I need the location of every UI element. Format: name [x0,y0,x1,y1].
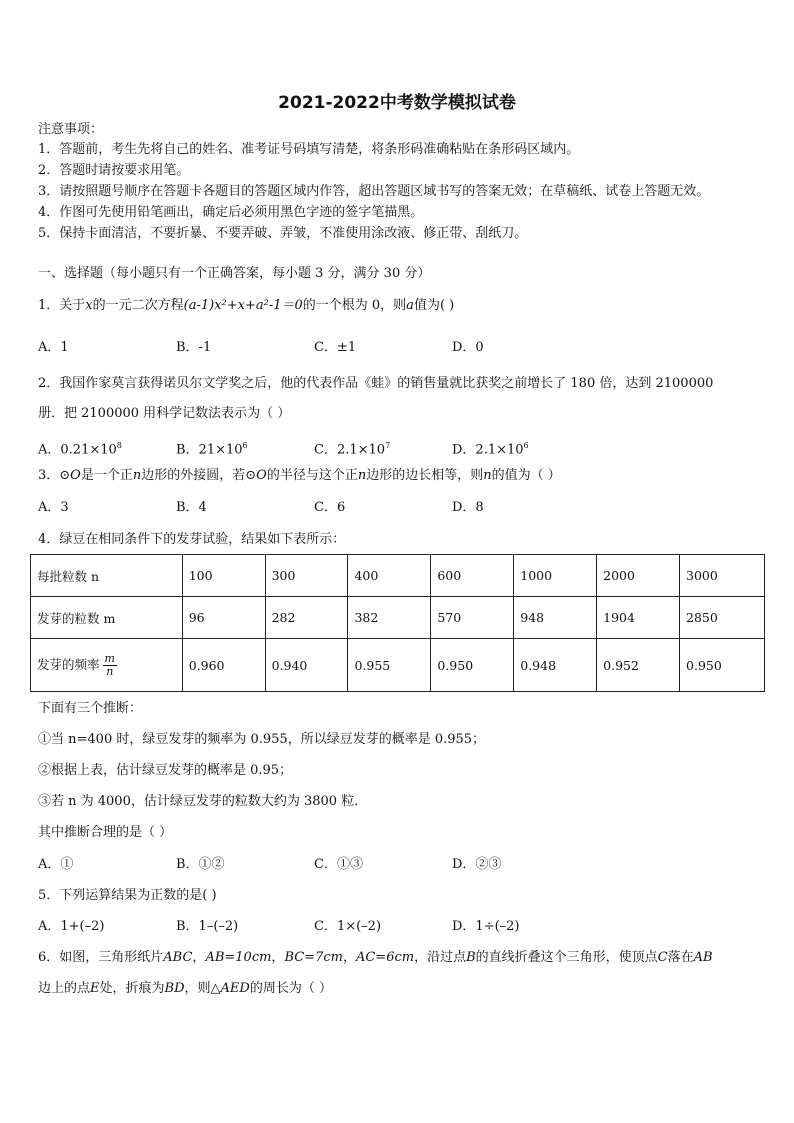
q3-option-b: B．4 [176,500,207,515]
table-cell: 948 [514,597,597,639]
table-cell: 0.950 [680,639,765,692]
table-cell: 0.960 [182,639,265,692]
table-row [31,597,765,639]
q2-option-d: D．$2.1\times 10^6$ [452,441,529,458]
question-4-prompt: 其中推断合理的是（ ） [38,825,173,840]
notice-item: 5．保持卡面清洁，不要折暴、不要弄破、弄皱，不准使用涂改液、修正带、刮纸刀。 [38,226,528,241]
table-cell: 2850 [680,597,765,639]
question-3-stem: 3．⊙O是一个正n边形的外接圆，若⊙O的半径与这个正n边形的边长相等，则n的值为（ ） [38,468,561,483]
section-heading: 一、选择题（每小题只有一个正确答案，每小题 3 分，满分 30 分） [38,266,431,281]
table-cell: 570 [431,597,514,639]
q5-option-b: B．1–(–2) [176,919,239,934]
table-cell: 2000 [597,555,680,597]
question-1-stem: 1．关于x的一元二次方程(a-1)x²+x+a²-1＝0的一个根为 0，则a值为( ) [38,298,455,313]
table-cell: 0.948 [514,639,597,692]
q3-option-c: C．6 [314,500,346,515]
notice-item: 4．作图可先使用铅笔画出，确定后必须用黑色字迹的签字笔描黑。 [38,205,424,220]
table-cell: 1904 [597,597,680,639]
table-row [31,555,765,597]
row-label: 每批粒数 n [31,555,183,597]
q1-option-a: A．1 [38,340,69,355]
notice-item: 2．答题时请按要求用笔。 [38,163,190,178]
q1-option-d: D．0 [452,340,484,355]
table-cell: 282 [265,597,348,639]
q2-option-c: C．$2.1\times 10^7$ [314,441,391,458]
table-cell: 100 [182,555,265,597]
q3-option-d: D．8 [452,500,484,515]
table-cell: 382 [348,597,431,639]
notice-item: 1．答题前，考生先将自己的姓名、准考证号码填写清楚，将条形码准确粘贴在条形码区域内。 [38,142,580,157]
question-6-line2: 边上的点E处，折痕为BD，则△AED的周长为（ ） [38,981,332,996]
notice-heading: 注意事项： [38,122,104,137]
table-cell: 1000 [514,555,597,597]
table-cell: 600 [431,555,514,597]
table-cell: 96 [182,597,265,639]
table-cell: 400 [348,555,431,597]
question-5-stem: 5．下列运算结果为正数的是( ) [38,888,217,903]
q2-option-a: A．$0.21\times 10^8$ [38,441,122,458]
row-label: 发芽的粒数 m [31,597,183,639]
question-2-line1: 2．我国作家莫言获得诺贝尔文学奖之后，他的代表作品《蛙》的销售量就比获奖之前增长了 180 倍，达到 2100000 [38,376,714,391]
page-title: 2021-2022中考数学模拟试卷 [278,93,516,113]
question-2-line2: 册．把 2100000 用科学记数法表示为（ ） [38,406,291,421]
table-cell: 0.940 [265,639,348,692]
q4-option-c: C．①③ [314,857,363,872]
question-6-line1: 6．如图，三角形纸片ABC，AB=10cm，BC=7cm，AC=6cm，沿过点B的直线折叠这个三角形，使顶点C落在AB [38,950,713,965]
table-cell: 0.955 [348,639,431,692]
q4-option-b: B．①② [176,857,225,872]
table-cell: 3000 [680,555,765,597]
row-label: 发芽的频率 $\frac{m}{n}$ [31,639,183,692]
inference-item: ①当 n=400 时，绿豆发芽的频率为 0.955，所以绿豆发芽的概率是 0.955； [38,732,486,747]
table-cell: 0.950 [431,639,514,692]
inference-item: ②根据上表，估计绿豆发芽的概率是 0.95； [38,763,293,778]
fraction-m-over-n: $\frac{m}{n}$ [104,651,115,678]
germination-table [30,554,765,692]
q4-option-a: A．① [38,857,74,872]
q3-option-a: A．3 [38,500,69,515]
q5-option-d: D．1÷(–2) [452,919,520,934]
inference-item: ③若 n 为 4000，估计绿豆发芽的粒数大约为 3800 粒． [38,794,368,809]
table-cell: 300 [265,555,348,597]
table-cell: 0.952 [597,639,680,692]
q2-option-b: B．$21\times 10^6$ [176,441,248,458]
q5-option-a: A．1+(–2) [38,919,105,934]
q4-option-d: D．②③ [452,857,502,872]
q1-option-c: C．±1 [314,340,357,355]
q5-option-c: C．1×(–2) [314,919,382,934]
notice-item: 3．请按照题号顺序在答题卡各题目的答题区域内作答，超出答题区域书写的答案无效；在草稿纸、试卷上答题无效。 [38,184,710,199]
inference-intro: 下面有三个推断： [38,701,143,716]
table-row [31,639,765,692]
q1-option-b: B．-1 [176,340,212,355]
question-4-stem: 4．绿豆在相同条件下的发芽试验，结果如下表所示： [38,532,346,547]
